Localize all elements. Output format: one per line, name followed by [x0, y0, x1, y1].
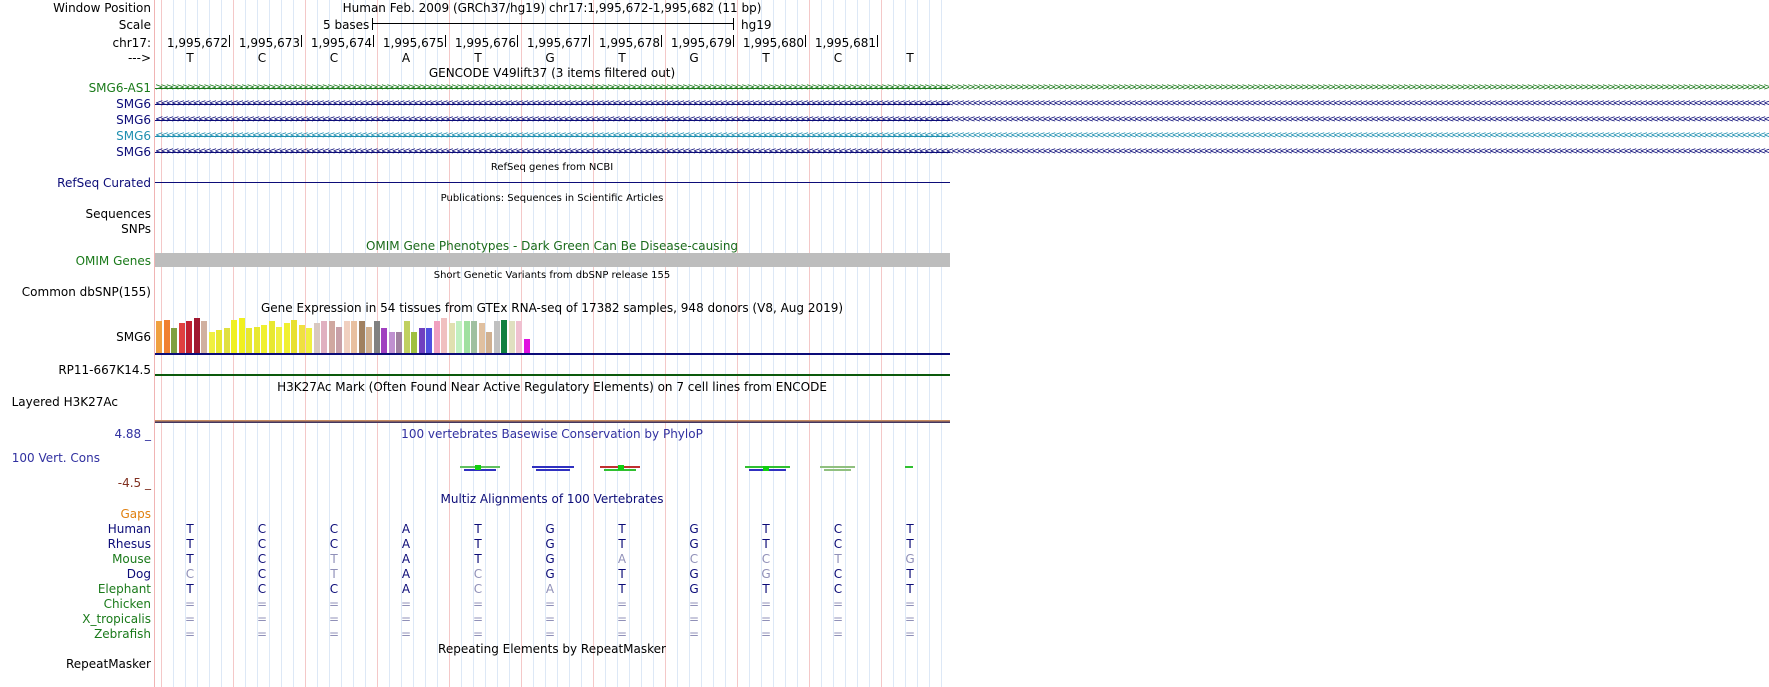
- dbsnp-track-label[interactable]: Common dbSNP(155): [21, 285, 151, 299]
- alignment-base: =: [544, 612, 556, 626]
- alignment-base: =: [544, 597, 556, 611]
- reference-base: T: [906, 51, 914, 65]
- alignment-base: =: [688, 612, 700, 626]
- species-label[interactable]: Chicken: [103, 597, 151, 611]
- gtex-tissue-bar[interactable]: [186, 321, 192, 353]
- alignment-base: C: [329, 582, 339, 596]
- gtex-tissue-bar[interactable]: [524, 339, 530, 353]
- alignment-base: T: [834, 552, 842, 566]
- conservation-high-mark: [475, 465, 481, 470]
- alignment-base: T: [618, 537, 626, 551]
- gene-strand-line[interactable]: >>>>>>>>>>>>>>>>>>>>>>>>>>>>>>>>>>>>>>>>>>>>>>>>>>>>>>>>>>>>>>>>>>>>>>>>>>>>>>>>>>>>>>>>>>>>>>>>>>>>>>>>>>>>>>>>>>>>>>>>>>>>>>>>>>>>>>>>>>>>>>>>>>>>>>>>>>>>>>>>>>>>>>>>>>>>>>>>>>>>>>>>>>>>>>>>>>>>>>>>>>>>>>>>>>>>>>>>>>>>>>>>>>>>>>>>>>>>>>>>>>>>>>>>>>>>>>>>>>>>>>>>>>>>>>>>>>>>>>>>>>>>>>>>>>>>>>>>>>>>: [155, 82, 1769, 93]
- scale-text: 5 bases: [323, 18, 370, 32]
- coordinate-tick: [805, 35, 806, 47]
- gtex-tissue-bar[interactable]: [329, 321, 335, 353]
- alignment-base: C: [833, 537, 843, 551]
- gtex-tissue-bar[interactable]: [419, 328, 425, 353]
- gtex-tissue-bar[interactable]: [269, 321, 275, 353]
- species-label[interactable]: Rhesus: [107, 537, 151, 551]
- gtex-tissue-bar[interactable]: [374, 321, 380, 353]
- alignment-base: G: [905, 552, 915, 566]
- alignment-base: =: [472, 597, 484, 611]
- track-label-column: [0, 0, 153, 687]
- alignment-base: =: [472, 627, 484, 641]
- gtex-tissue-bar[interactable]: [216, 330, 222, 353]
- alignment-base: G: [689, 537, 699, 551]
- alignment-base: C: [833, 567, 843, 581]
- gtex-tissue-bar[interactable]: [164, 320, 170, 353]
- alignment-base: =: [760, 627, 772, 641]
- alignment-base: =: [328, 612, 340, 626]
- gencode-gene-label[interactable]: SMG6-AS1: [88, 81, 151, 95]
- gtex-tissue-bar[interactable]: [299, 325, 305, 353]
- gene-strand-line[interactable]: <<<<<<<<<<<<<<<<<<<<<<<<<<<<<<<<<<<<<<<<<<<<<<<<<<<<<<<<<<<<<<<<<<<<<<<<<<<<<<<<<<<<<<<<<<<<<<<<<<<<<<<<<<<<<<<<<<<<<<<<<<<<<<<<<<<<<<<<<<<<<<<<<<<<<<<<<<<<<<<<<<<<<<<<<<<<<<<<<<<<<<<<<<<<<<<<<<<<<<<<<<<<<<<<<<<<<<<<<<<<<<<<<<<<<<<<<<<<<<<<<<<<<<<<<<<<<<<<<<<<<<<<<<<<<<<<<<<<<<<<<<<<<<<<<<<<<<<<<<<<: [155, 146, 1769, 157]
- gtex-tissue-bar[interactable]: [456, 321, 462, 353]
- gtex-tissue-bar[interactable]: [411, 332, 417, 353]
- alignment-base: T: [474, 552, 482, 566]
- alignment-base: =: [760, 612, 772, 626]
- alignment-base: =: [184, 627, 196, 641]
- gtex-tissue-bar[interactable]: [486, 332, 492, 353]
- alignment-base: A: [401, 552, 411, 566]
- alignment-base: A: [401, 537, 411, 551]
- alignment-base: T: [618, 567, 626, 581]
- coordinate-label: 1,995,676: [454, 36, 516, 50]
- alignment-base: =: [256, 597, 268, 611]
- alignment-base: C: [257, 582, 267, 596]
- conservation-trough: [824, 469, 851, 471]
- species-label[interactable]: Mouse: [112, 552, 151, 566]
- gtex-tissue-bar[interactable]: [479, 323, 485, 353]
- gtex-tissue-bar[interactable]: [426, 328, 432, 353]
- gtex-tissue-bar[interactable]: [381, 328, 387, 353]
- coordinate-label: 1,995,678: [598, 36, 660, 50]
- gtex-tissue-bar[interactable]: [404, 321, 410, 353]
- snps-track-label[interactable]: SNPs: [121, 222, 151, 236]
- alignment-base: C: [257, 567, 267, 581]
- reference-base: A: [401, 51, 411, 65]
- species-label[interactable]: Dog: [126, 567, 151, 581]
- reference-base: C: [329, 51, 339, 65]
- coordinate-tick: [373, 35, 374, 47]
- alignment-base: A: [401, 567, 411, 581]
- alignment-base: T: [906, 582, 914, 596]
- alignment-base: =: [616, 627, 628, 641]
- gtex-smg6-label[interactable]: SMG6: [116, 330, 151, 344]
- coordinate-tick: [661, 35, 662, 47]
- gtex-tissue-bar[interactable]: [261, 325, 267, 353]
- alignment-base: =: [184, 612, 196, 626]
- alignment-base: =: [328, 627, 340, 641]
- alignment-base: C: [185, 567, 195, 581]
- alignment-base: T: [618, 582, 626, 596]
- alignment-base: =: [400, 627, 412, 641]
- alignment-base: =: [688, 597, 700, 611]
- alignment-base: =: [832, 612, 844, 626]
- gencode-gene-label[interactable]: SMG6: [116, 97, 151, 111]
- alignment-base: G: [689, 522, 699, 536]
- conservation-peak: [905, 466, 913, 468]
- refseq-track-label[interactable]: RefSeq Curated: [57, 176, 151, 190]
- alignment-base: =: [904, 612, 916, 626]
- position-title: Human Feb. 2009 (GRCh37/hg19) chr17:1,995,672-1,995,682 (11 bp): [342, 1, 762, 15]
- coordinate-label: 1,995,677: [526, 36, 588, 50]
- coordinate-label: 1,995,673: [238, 36, 300, 50]
- gtex-rp11-gene-line: [155, 374, 950, 376]
- gene-strand-line[interactable]: <<<<<<<<<<<<<<<<<<<<<<<<<<<<<<<<<<<<<<<<<<<<<<<<<<<<<<<<<<<<<<<<<<<<<<<<<<<<<<<<<<<<<<<<<<<<<<<<<<<<<<<<<<<<<<<<<<<<<<<<<<<<<<<<<<<<<<<<<<<<<<<<<<<<<<<<<<<<<<<<<<<<<<<<<<<<<<<<<<<<<<<<<<<<<<<<<<<<<<<<<<<<<<<<<<<<<<<<<<<<<<<<<<<<<<<<<<<<<<<<<<<<<<<<<<<<<<<<<<<<<<<<<<<<<<<<<<<<<<<<<<<<<<<<<<<<<<<<<<<<: [155, 98, 1769, 109]
- alignment-base: C: [329, 522, 339, 536]
- coordinate-tick: [229, 35, 230, 47]
- gtex-tissue-bar[interactable]: [366, 327, 372, 353]
- coordinate-tick: [733, 35, 734, 47]
- conservation-track-title: 100 vertebrates Basewise Conservation by PhyloP: [401, 427, 703, 441]
- alignment-base: T: [474, 537, 482, 551]
- gtex-tissue-bar[interactable]: [284, 323, 290, 353]
- alignment-base: T: [186, 582, 194, 596]
- gtex-tissue-bar[interactable]: [246, 328, 252, 353]
- h3k27ac-track-title: H3K27Ac Mark (Often Found Near Active Regulatory Elements) on 7 cell lines from ENCODE: [277, 380, 827, 394]
- reference-base: G: [689, 51, 699, 65]
- alignment-base: C: [833, 582, 843, 596]
- gtex-tissue-bar[interactable]: [441, 318, 447, 353]
- gtex-tissue-bar[interactable]: [359, 321, 365, 353]
- alignment-base: =: [400, 612, 412, 626]
- gtex-tissue-bar[interactable]: [321, 321, 327, 353]
- alignment-base: =: [256, 612, 268, 626]
- reference-base: C: [257, 51, 267, 65]
- h3k27ac-signal[interactable]: [155, 420, 950, 423]
- coordinate-tick: [301, 35, 302, 47]
- alignment-base: G: [545, 552, 555, 566]
- alignment-base: T: [186, 537, 194, 551]
- alignment-base: T: [762, 522, 770, 536]
- reference-base: T: [186, 51, 194, 65]
- alignment-base: C: [761, 552, 771, 566]
- alignment-base: T: [186, 522, 194, 536]
- gtex-tissue-bar[interactable]: [314, 323, 320, 353]
- refseq-gene-line[interactable]: [155, 182, 950, 183]
- gtex-tissue-bar[interactable]: [336, 327, 342, 353]
- alignment-base: A: [545, 582, 555, 596]
- gencode-gene-label[interactable]: SMG6: [116, 113, 151, 127]
- gtex-tissue-bar[interactable]: [494, 321, 500, 353]
- conservation-high-mark: [763, 466, 769, 471]
- species-label[interactable]: Elephant: [97, 582, 151, 596]
- species-label[interactable]: Human: [107, 522, 151, 536]
- gtex-rp11-label[interactable]: RP11-667K14.5: [58, 363, 151, 377]
- gtex-expression-chart[interactable]: [155, 318, 535, 353]
- gtex-tissue-bar[interactable]: [194, 318, 200, 353]
- repeatmasker-track-label[interactable]: RepeatMasker: [65, 657, 151, 671]
- alignment-base: A: [401, 522, 411, 536]
- conservation-high-mark: [618, 465, 624, 470]
- coordinate-label: 1,995,674: [310, 36, 372, 50]
- alignment-base: =: [400, 597, 412, 611]
- h3k27ac-track-label[interactable]: Layered H3K27Ac: [11, 395, 118, 409]
- gtex-tissue-bar[interactable]: [306, 328, 312, 353]
- reference-base: T: [762, 51, 770, 65]
- gtex-tissue-bar[interactable]: [239, 318, 245, 353]
- conservation-max-label: 4.88 _: [114, 427, 151, 441]
- gtex-tissue-bar[interactable]: [501, 320, 507, 353]
- coordinate-label: 1,995,675: [382, 36, 444, 50]
- coordinate-tick: [589, 35, 590, 47]
- alignment-base: T: [906, 567, 914, 581]
- gencode-gene-label[interactable]: SMG6: [116, 145, 151, 159]
- gtex-tissue-bar[interactable]: [464, 321, 470, 353]
- alignment-base: T: [762, 537, 770, 551]
- gtex-tissue-bar[interactable]: [471, 321, 477, 353]
- coordinate-label: 1,995,680: [742, 36, 804, 50]
- alignment-base: C: [329, 537, 339, 551]
- window-position-label: Window Position: [53, 1, 151, 15]
- gtex-tissue-bar[interactable]: [209, 332, 215, 353]
- alignment-base: C: [257, 552, 267, 566]
- alignment-base: =: [184, 597, 196, 611]
- alignment-base: G: [545, 537, 555, 551]
- gaps-label: Gaps: [120, 507, 151, 521]
- gtex-tissue-bar[interactable]: [516, 321, 522, 353]
- assembly-label: hg19: [741, 18, 772, 32]
- reference-base: C: [833, 51, 843, 65]
- alignment-base: =: [904, 627, 916, 641]
- gtex-tissue-bar[interactable]: [434, 321, 440, 353]
- gtex-tissue-bar[interactable]: [156, 321, 162, 353]
- alignment-base: A: [401, 582, 411, 596]
- alignment-base: =: [472, 612, 484, 626]
- alignment-base: C: [689, 552, 699, 566]
- alignment-base: T: [330, 567, 338, 581]
- coordinate-tick: [877, 35, 878, 47]
- conservation-trough: [536, 469, 570, 471]
- alignment-base: =: [904, 597, 916, 611]
- omim-track-title: OMIM Gene Phenotypes - Dark Green Can Be Disease-causing: [365, 239, 739, 253]
- coordinate-label: 1,995,679: [670, 36, 732, 50]
- alignment-base: =: [688, 627, 700, 641]
- chr-label: chr17:: [112, 36, 151, 50]
- alignment-base: C: [257, 537, 267, 551]
- alignment-base: C: [473, 582, 483, 596]
- gtex-tissue-bar[interactable]: [509, 321, 515, 353]
- strand-toggle[interactable]: --->: [127, 51, 151, 65]
- gtex-tissue-bar[interactable]: [201, 321, 207, 353]
- species-label[interactable]: X_tropicalis: [82, 612, 151, 626]
- alignment-base: G: [545, 567, 555, 581]
- omim-track-label[interactable]: OMIM Genes: [75, 254, 151, 268]
- gtex-tissue-bar[interactable]: [224, 328, 230, 353]
- reference-base: T: [474, 51, 482, 65]
- multiz-track-title: Multiz Alignments of 100 Vertebrates: [440, 492, 664, 506]
- alignment-base: =: [256, 627, 268, 641]
- gene-strand-line[interactable]: <<<<<<<<<<<<<<<<<<<<<<<<<<<<<<<<<<<<<<<<<<<<<<<<<<<<<<<<<<<<<<<<<<<<<<<<<<<<<<<<<<<<<<<<<<<<<<<<<<<<<<<<<<<<<<<<<<<<<<<<<<<<<<<<<<<<<<<<<<<<<<<<<<<<<<<<<<<<<<<<<<<<<<<<<<<<<<<<<<<<<<<<<<<<<<<<<<<<<<<<<<<<<<<<<<<<<<<<<<<<<<<<<<<<<<<<<<<<<<<<<<<<<<<<<<<<<<<<<<<<<<<<<<<<<<<<<<<<<<<<<<<<<<<<<<<<<<<<<<<<: [155, 130, 1769, 141]
- alignment-base: =: [832, 627, 844, 641]
- conservation-track-label[interactable]: 100 Vert. Cons: [11, 451, 100, 465]
- reference-base: G: [545, 51, 555, 65]
- gtex-tissue-bar[interactable]: [231, 320, 237, 353]
- omim-gene-bar[interactable]: [155, 253, 950, 267]
- alignment-base: G: [689, 582, 699, 596]
- alignment-base: T: [906, 522, 914, 536]
- alignment-base: G: [761, 567, 771, 581]
- repeatmasker-track-title: Repeating Elements by RepeatMasker: [438, 642, 666, 656]
- gtex-tissue-bar[interactable]: [291, 320, 297, 353]
- gene-strand-line[interactable]: <<<<<<<<<<<<<<<<<<<<<<<<<<<<<<<<<<<<<<<<<<<<<<<<<<<<<<<<<<<<<<<<<<<<<<<<<<<<<<<<<<<<<<<<<<<<<<<<<<<<<<<<<<<<<<<<<<<<<<<<<<<<<<<<<<<<<<<<<<<<<<<<<<<<<<<<<<<<<<<<<<<<<<<<<<<<<<<<<<<<<<<<<<<<<<<<<<<<<<<<<<<<<<<<<<<<<<<<<<<<<<<<<<<<<<<<<<<<<<<<<<<<<<<<<<<<<<<<<<<<<<<<<<<<<<<<<<<<<<<<<<<<<<<<<<<<<<<<<<<<: [155, 114, 1769, 125]
- refseq-track-title: RefSeq genes from NCBI: [490, 162, 614, 173]
- gtex-tissue-bar[interactable]: [179, 323, 185, 353]
- gtex-tissue-bar[interactable]: [171, 328, 177, 353]
- gtex-tissue-bar[interactable]: [254, 327, 260, 353]
- alignment-base: C: [833, 522, 843, 536]
- conservation-peak: [532, 466, 574, 468]
- alignment-base: =: [328, 597, 340, 611]
- alignment-base: =: [544, 627, 556, 641]
- alignment-base: G: [689, 567, 699, 581]
- gencode-gene-label[interactable]: SMG6: [116, 129, 151, 143]
- coordinate-label: 1,995,672: [166, 36, 228, 50]
- alignment-base: T: [330, 552, 338, 566]
- publications-track-title: Publications: Sequences in Scientific Articles: [440, 193, 664, 204]
- conservation-min-label: -4.5 _: [117, 476, 151, 490]
- gtex-tissue-bar[interactable]: [276, 327, 282, 353]
- species-label[interactable]: Zebrafish: [94, 627, 151, 641]
- alignment-base: T: [618, 522, 626, 536]
- gtex-track-title: Gene Expression in 54 tissues from GTEx RNA-seq of 17382 samples, 948 donors (V8, Aug 2019): [260, 301, 844, 315]
- gencode-track-title: GENCODE V49lift37 (3 items filtered out): [428, 66, 676, 80]
- alignment-base: C: [473, 567, 483, 581]
- gtex-tissue-bar[interactable]: [449, 323, 455, 353]
- coordinate-tick: [517, 35, 518, 47]
- alignment-base: C: [257, 522, 267, 536]
- alignment-base: A: [617, 552, 627, 566]
- scale-label: Scale: [118, 18, 151, 32]
- alignment-base: T: [186, 552, 194, 566]
- alignment-base: =: [616, 597, 628, 611]
- alignment-base: =: [760, 597, 772, 611]
- gtex-tissue-bar[interactable]: [389, 332, 395, 353]
- alignment-base: T: [906, 537, 914, 551]
- alignment-base: =: [832, 597, 844, 611]
- reference-base: T: [618, 51, 626, 65]
- alignment-base: T: [762, 582, 770, 596]
- gtex-tissue-bar[interactable]: [344, 321, 350, 353]
- conservation-peak: [820, 466, 855, 468]
- sequences-track-label[interactable]: Sequences: [85, 207, 151, 221]
- coordinate-tick: [445, 35, 446, 47]
- gtex-tissue-bar[interactable]: [396, 332, 402, 353]
- gtex-smg6-gene-line: [155, 353, 950, 355]
- alignment-base: G: [545, 522, 555, 536]
- dbsnp-track-title: Short Genetic Variants from dbSNP release 155: [433, 270, 671, 281]
- alignment-base: =: [616, 612, 628, 626]
- coordinate-label: 1,995,681: [814, 36, 876, 50]
- gtex-tissue-bar[interactable]: [351, 321, 357, 353]
- alignment-base: T: [474, 522, 482, 536]
